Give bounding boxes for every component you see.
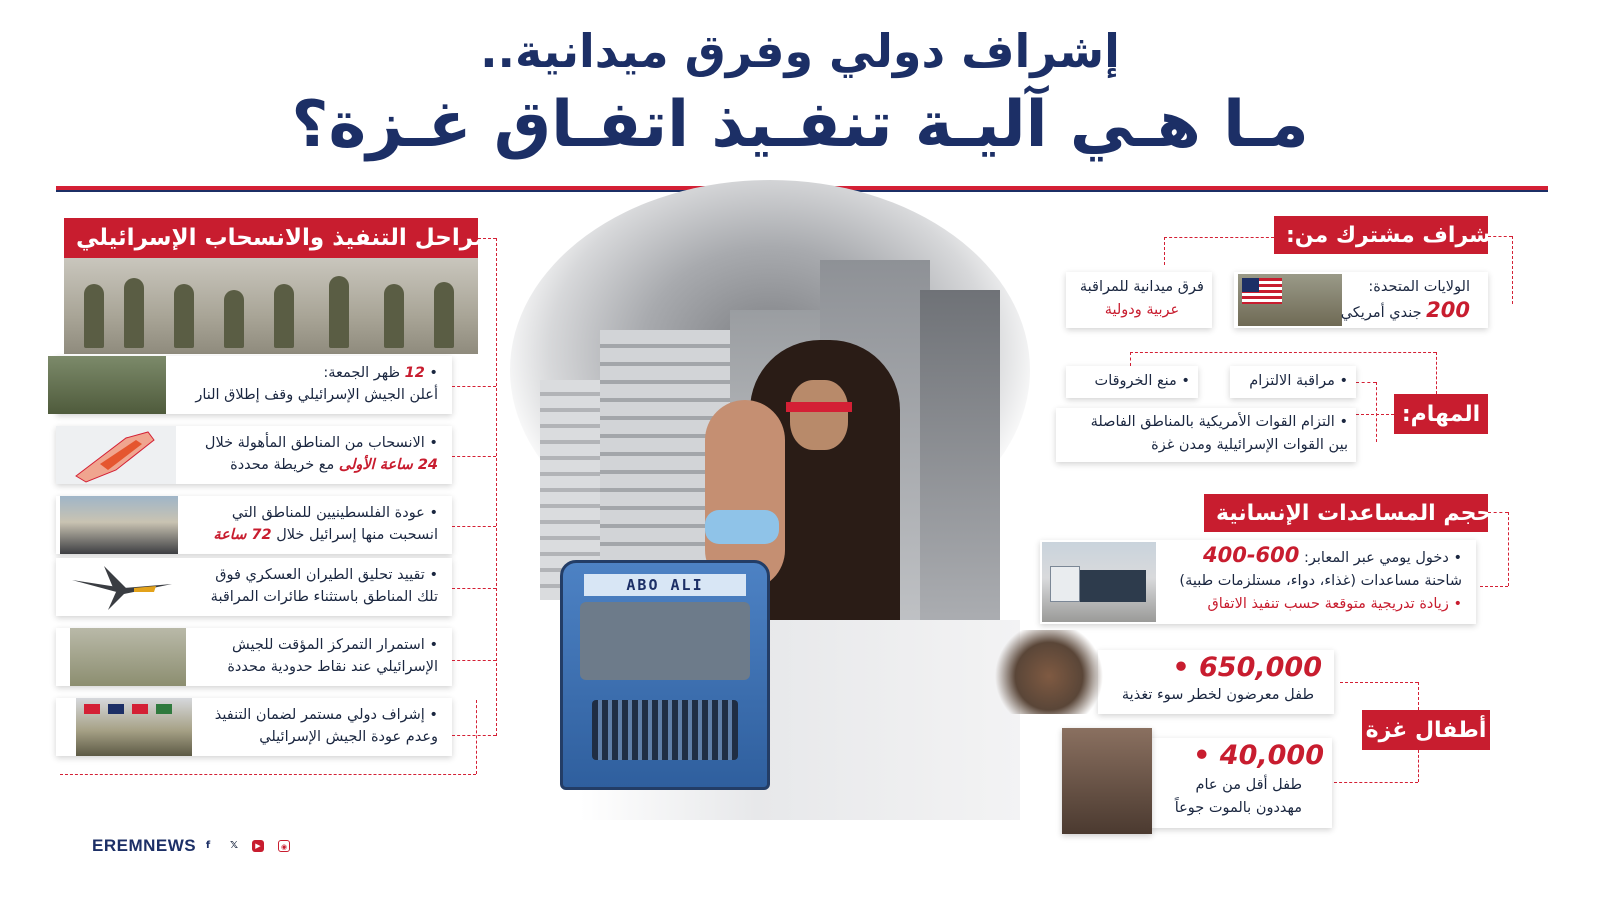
youtube-icon[interactable]: ▶ <box>252 840 264 852</box>
tasks-connector <box>1130 352 1436 353</box>
us-flag-icon <box>1238 274 1342 326</box>
task-violations-text: • منع الخروقات <box>1094 373 1190 389</box>
building-ruin <box>920 290 1000 650</box>
tasks-header: المهام: <box>1394 394 1488 434</box>
task-us-forces-card <box>1056 408 1356 462</box>
task-monitor-card <box>1230 366 1356 398</box>
tasks-connector <box>1356 382 1376 383</box>
kids-connector <box>1340 682 1418 683</box>
joint-supervision-header: إشراف مشترك من: <box>1274 216 1488 254</box>
aid-header: حجم المساعدات الإنسانية <box>1204 494 1488 532</box>
phases-connector <box>496 238 497 736</box>
brand-name: EREMNEWS <box>92 836 197 855</box>
phase-link <box>452 456 496 457</box>
phase-step-3-text: • عودة الفلسطينيين للمناطق التي انسحبت منها إسرائيل خلال 72 ساعة <box>213 505 438 543</box>
joint-connector <box>1164 237 1274 238</box>
tasks-connector <box>1436 352 1437 394</box>
task-us-forces-text: • التزام القوات الأمريكية بالمناطق الفاصلة بين القوات الإسرائيلية ومدن غزة <box>1090 414 1348 453</box>
flags-troops-icon <box>76 698 192 756</box>
kids-connector <box>1334 782 1418 783</box>
task-monitor-text: • مراقبة الالتزام <box>1249 373 1348 389</box>
malnutrition-card <box>1098 650 1334 714</box>
phase-step-6 <box>56 698 452 756</box>
instagram-icon[interactable]: ◉ <box>278 840 290 852</box>
phase-step-3 <box>56 496 452 554</box>
crowd-returning-icon <box>60 496 178 554</box>
kids-connector <box>1418 682 1419 710</box>
field-teams-card <box>1066 272 1212 328</box>
task-violations-card <box>1066 366 1198 398</box>
child-cloth <box>705 510 779 544</box>
phase-link <box>452 735 496 736</box>
aid-card-text: • دخول يومي عبر المعابر: 600-400 شاحنة مساعدات (غذاء، دواء، مستلزمات طبية) • زيادة تدريجية متوقعة حسب تنفيذ الاتفاق <box>1179 543 1462 612</box>
title-line-2: مـا هـي آليـة تنفـيذ اتفـاق غـزة؟ <box>291 88 1309 162</box>
phase-step-5-text: • استمرار التمركز المؤقت للجيش الإسرائيلي عند نقاط حدودية محددة <box>227 637 438 675</box>
children-header: أطفال غزة <box>1362 710 1490 750</box>
joint-connector <box>1512 236 1513 304</box>
phase-step-1-text: • 12 ظهر الجمعة: أعلن الجيش الإسرائيلي وقف إطلاق النار <box>195 365 438 403</box>
infants-text: طفل أقل من عام مهددون بالموت جوعاً <box>1174 777 1302 816</box>
aid-connector <box>1508 512 1509 586</box>
infants-number: 40,000 • <box>1193 740 1324 771</box>
tasks-connector <box>1130 352 1131 366</box>
facebook-icon[interactable]: f <box>205 840 211 851</box>
truck-windshield <box>580 602 750 680</box>
joint-connector <box>1488 236 1512 237</box>
truck-name-plate: ABO ALI <box>584 574 746 596</box>
us-card-text: الولايات المتحدة: 200 جندي أمريكي <box>1340 279 1470 322</box>
tasks-connector <box>1376 382 1377 442</box>
truck-grille <box>592 700 738 760</box>
gaza-map-icon <box>56 426 176 484</box>
title-line-1: إشراف دولي وفرق ميدانية.. <box>480 24 1120 78</box>
kids-connector <box>1418 750 1419 782</box>
phase-step-1 <box>56 356 452 414</box>
phase-step-2 <box>56 426 452 484</box>
phase-step-5 <box>56 628 452 686</box>
aid-card <box>1040 540 1476 624</box>
mother-face <box>790 380 848 450</box>
phase-link <box>60 774 476 775</box>
drone-icon <box>64 558 182 616</box>
aid-truck-icon <box>1042 542 1156 622</box>
center-collage <box>500 170 1040 830</box>
field-teams-text: فرق ميدانية للمراقبة عربية ودولية <box>1079 279 1204 318</box>
aid-connector <box>1480 586 1508 587</box>
malnutrition-text: طفل معرضون لخطر سوء تغذية <box>1121 687 1314 703</box>
phases-header: مراحل التنفيذ والانسحاب الإسرائيلي <box>64 218 478 258</box>
phase-step-6-text: • إشراف دولي مستمر لضمان التنفيذ وعدم عودة الجيش الإسرائيلي <box>214 707 438 745</box>
red-eye-bar <box>786 402 852 412</box>
joint-connector <box>1164 237 1165 265</box>
phase-link <box>452 660 496 661</box>
phase-link <box>452 386 496 387</box>
phase-step-4 <box>56 558 452 616</box>
tasks-connector <box>1356 414 1394 415</box>
child-portrait-photo <box>1062 728 1152 834</box>
infants-card <box>1150 738 1332 828</box>
soldiers-border-icon <box>70 628 186 686</box>
x-icon[interactable]: 𝕏 <box>229 840 239 851</box>
phases-connector <box>478 238 496 239</box>
phase-link <box>476 700 477 774</box>
soldiers-photo <box>64 258 478 354</box>
phase-step-4-text: • تقييد تحليق الطيران العسكري فوق تلك المناطق باستثناء طائرات المراقبة <box>210 567 438 605</box>
children-crowd-photo <box>990 630 1108 714</box>
soldiers-meeting-icon <box>48 356 166 414</box>
us-card <box>1234 272 1488 328</box>
phase-step-2-text: • الانسحاب من المناطق المأهولة خلال 24 ساعة الأولى مع خريطة محددة <box>204 435 438 473</box>
phase-link <box>452 588 496 589</box>
aid-connector <box>1488 512 1508 513</box>
phase-link <box>452 526 496 527</box>
malnutrition-number: 650,000 • <box>1172 652 1322 683</box>
